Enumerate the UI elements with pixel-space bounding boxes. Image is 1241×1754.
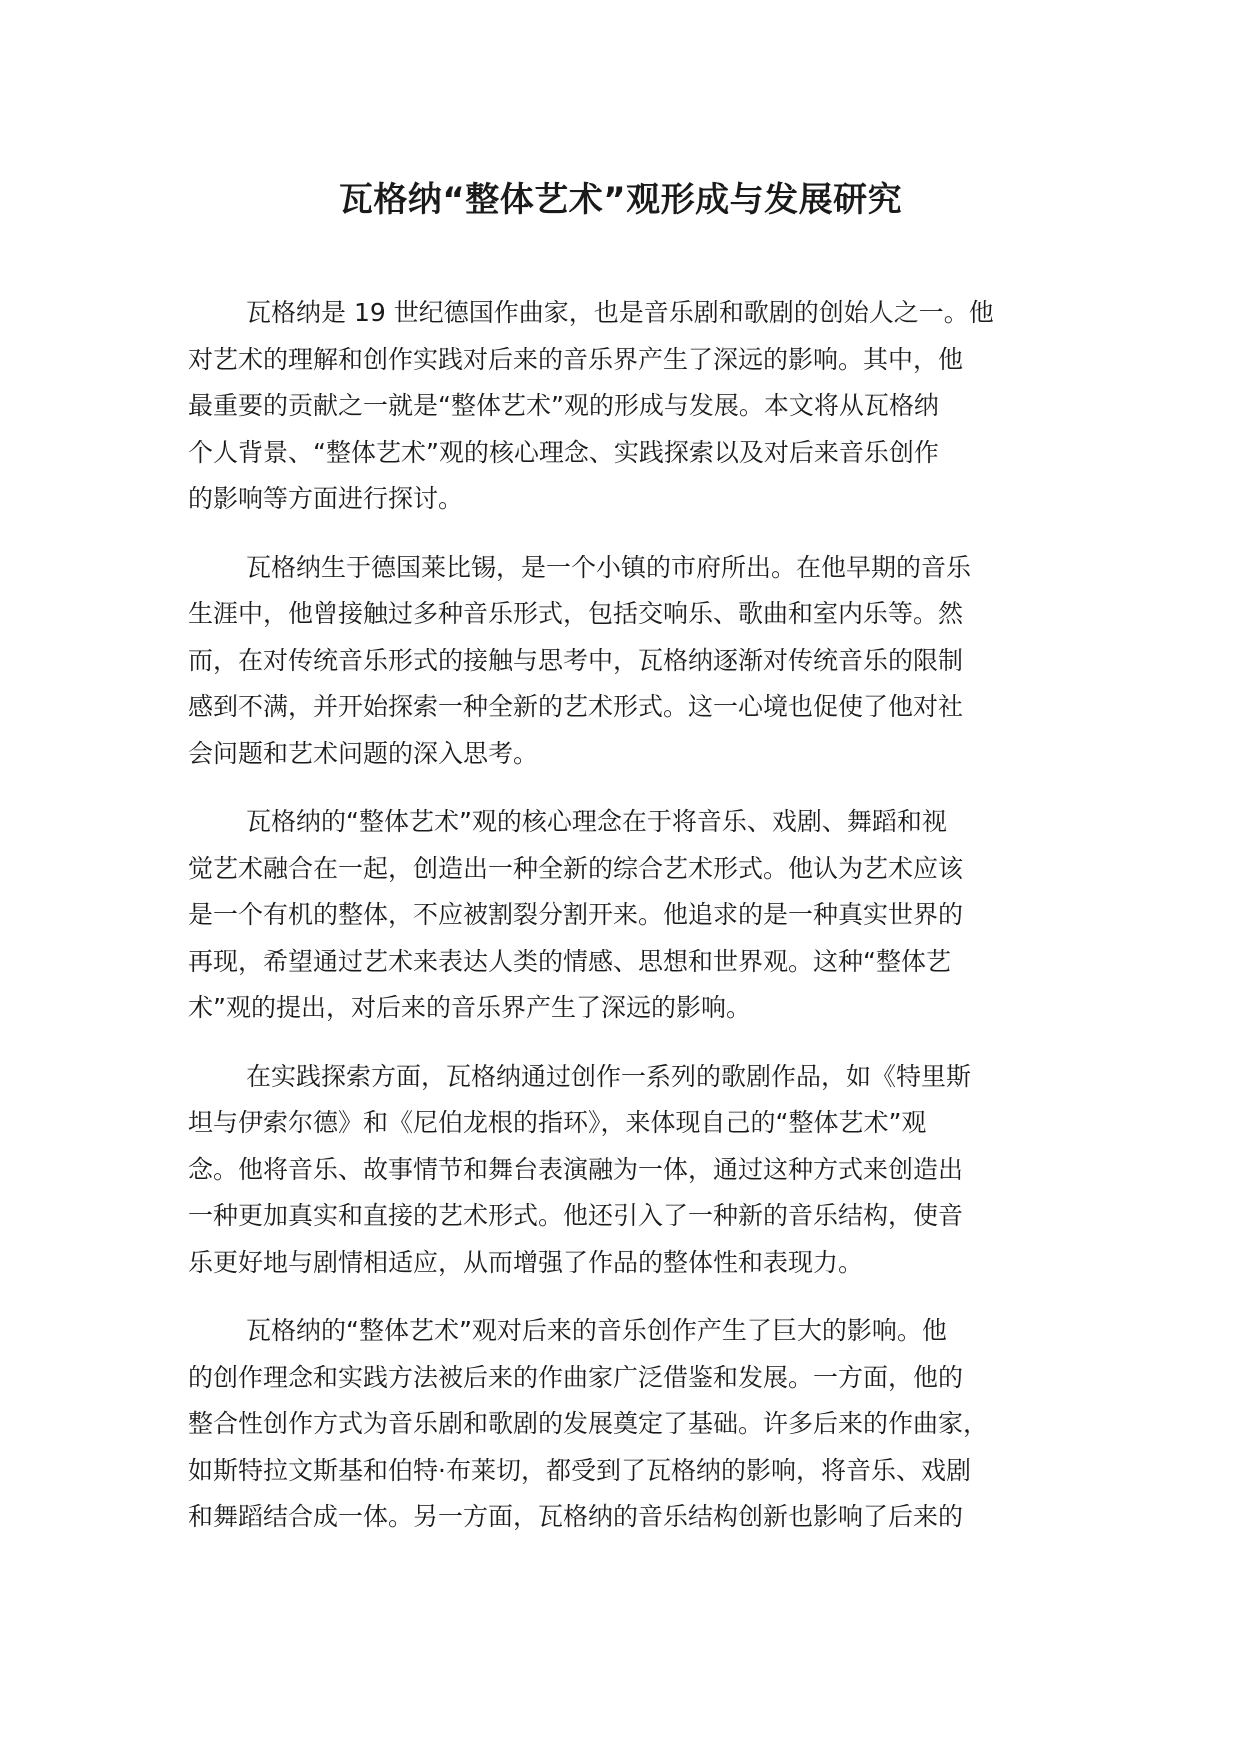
paragraph-line: 而，在对传统音乐形式的接触与思考中，瓦格纳逐渐对传统音乐的限制 xyxy=(188,645,964,675)
paragraph-line: 在实践探索方面，瓦格纳通过创作一系列的歌剧作品，如《特里斯 xyxy=(246,1061,972,1091)
paragraph-line: 最重要的贡献之一就是“整体艺术”观的形成与发展。本文将从瓦格纳 xyxy=(188,391,939,420)
paragraph-line: 和舞蹈结合成一体。另一方面，瓦格纳的音乐结构创新也影响了后来的 xyxy=(188,1502,964,1531)
paragraph-1 xyxy=(188,290,1078,523)
paragraph-line: 坦与伊索尔德》和《尼伯龙根的指环》，来体现自己的“整体艺术”观 xyxy=(188,1108,927,1137)
paragraph-3 xyxy=(188,799,1078,1032)
paragraph-line: 的创作理念和实践方法被后来的作曲家广泛借鉴和发展。一方面，他的 xyxy=(188,1362,964,1392)
document-title: 瓦格纳“整体艺术”观形成与发展研究 xyxy=(338,180,903,220)
paragraph-line: 个人背景、“整体艺术”观的核心理念、实践探索以及对后来音乐创作 xyxy=(188,437,939,467)
paragraph-line: 瓦格纳是 19 世纪德国作曲家，也是音乐剧和歌剧的创始人之一。他 xyxy=(246,298,994,327)
paragraph-5 xyxy=(188,1308,1078,1541)
paragraph-line: 乐更好地与剧情相适应，从而增强了作品的整体性和表现力。 xyxy=(188,1247,864,1277)
paragraph-line: 一种更加真实和直接的艺术形式。他还引入了一种新的音乐结构，使音 xyxy=(188,1201,964,1230)
paragraph-4 xyxy=(188,1054,1078,1287)
paragraph-line: 如斯特拉文斯基和伯特·布莱切，都受到了瓦格纳的影响，将音乐、戏剧 xyxy=(188,1455,971,1485)
paragraph-line: 再现，希望通过艺术来表达人类的情感、思想和世界观。这种“整体艺 xyxy=(188,946,951,976)
paragraph-line: 瓦格纳生于德国莱比锡，是一个小镇的市府所出。在他早期的音乐 xyxy=(246,552,972,582)
paragraph-line: 会问题和艺术问题的深入思考。 xyxy=(188,738,539,768)
paragraph-line: 对艺术的理解和创作实践对后来的音乐界产生了深远的影响。其中，他 xyxy=(188,344,964,374)
paragraph-line: 感到不满，并开始探索一种全新的艺术形式。这一心境也促使了他对社 xyxy=(188,692,964,721)
paragraph-line: 念。他将音乐、故事情节和舞台表演融为一体，通过这种方式来创造出 xyxy=(188,1154,964,1184)
paragraph-line: 术”观的提出，对后来的音乐界产生了深远的影响。 xyxy=(188,993,751,1022)
paragraph-line: 整合性创作方式为音乐剧和歌剧的发展奠定了基础。许多后来的作曲家， xyxy=(188,1409,989,1438)
paragraph-2 xyxy=(188,545,1078,778)
paragraph-line: 的影响等方面进行探讨。 xyxy=(188,484,464,513)
paragraph-line: 是一个有机的整体，不应被割裂分割开来。他追求的是一种真实世界的 xyxy=(188,900,964,929)
paragraph-line: 瓦格纳的“整体艺术”观对后来的音乐创作产生了巨大的影响。他 xyxy=(246,1316,947,1345)
paragraph-line: 瓦格纳的“整体艺术”观的核心理念在于将音乐、戏剧、舞蹈和视 xyxy=(246,807,947,836)
paragraph-line: 觉艺术融合在一起，创造出一种全新的综合艺术形式。他认为艺术应该 xyxy=(188,853,964,883)
paragraph-line: 生涯中，他曾接触过多种音乐形式，包括交响乐、歌曲和室内乐等。然 xyxy=(188,599,964,628)
document-body xyxy=(188,290,1078,1563)
